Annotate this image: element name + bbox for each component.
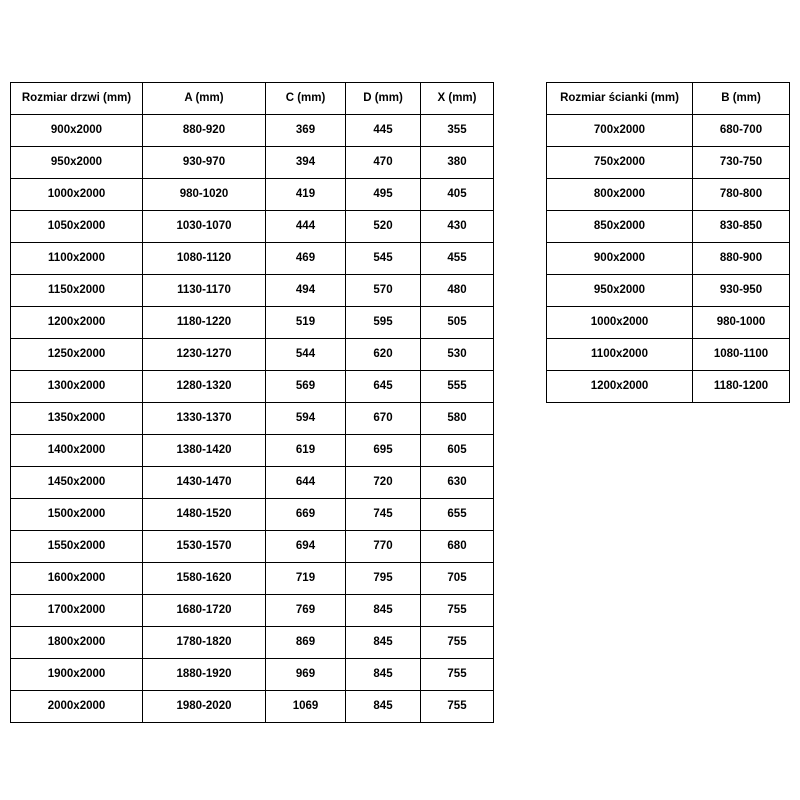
cell-b: 1080-1100 [693, 339, 790, 371]
cell-a: 1530-1570 [143, 531, 266, 563]
cell-d: 520 [346, 211, 421, 243]
cell-d: 845 [346, 659, 421, 691]
cell-x: 755 [421, 691, 494, 723]
cell-b: 980-1000 [693, 307, 790, 339]
table-row [11, 339, 494, 371]
cell-a: 1480-1520 [143, 499, 266, 531]
table-row [11, 243, 494, 275]
cell-door-size: 950x2000 [11, 147, 143, 179]
cell-c: 1069 [266, 691, 346, 723]
cell-c: 544 [266, 339, 346, 371]
table-row [11, 691, 494, 723]
cell-c: 369 [266, 115, 346, 147]
cell-c: 419 [266, 179, 346, 211]
table-row [11, 563, 494, 595]
cell-x: 480 [421, 275, 494, 307]
cell-c: 969 [266, 659, 346, 691]
cell-d: 770 [346, 531, 421, 563]
cell-a: 1980-2020 [143, 691, 266, 723]
column-header-a: A (mm) [143, 83, 266, 115]
cell-x: 580 [421, 403, 494, 435]
cell-c: 644 [266, 467, 346, 499]
cell-x: 505 [421, 307, 494, 339]
cell-c: 394 [266, 147, 346, 179]
table-row [547, 339, 790, 371]
table-row [11, 275, 494, 307]
cell-door-size: 1050x2000 [11, 211, 143, 243]
cell-c: 694 [266, 531, 346, 563]
table-row [11, 595, 494, 627]
cell-door-size: 1700x2000 [11, 595, 143, 627]
cell-door-size: 1350x2000 [11, 403, 143, 435]
table-row [547, 147, 790, 179]
cell-x: 405 [421, 179, 494, 211]
cell-x: 680 [421, 531, 494, 563]
cell-x: 605 [421, 435, 494, 467]
cell-a: 1330-1370 [143, 403, 266, 435]
table-row [11, 371, 494, 403]
cell-door-size: 1200x2000 [11, 307, 143, 339]
cell-a: 1080-1120 [143, 243, 266, 275]
cell-d: 645 [346, 371, 421, 403]
cell-wall-size: 1000x2000 [547, 307, 693, 339]
table-row [11, 531, 494, 563]
cell-d: 695 [346, 435, 421, 467]
cell-a: 1430-1470 [143, 467, 266, 499]
cell-x: 455 [421, 243, 494, 275]
table-row [11, 211, 494, 243]
cell-a: 1880-1920 [143, 659, 266, 691]
cell-wall-size: 750x2000 [547, 147, 693, 179]
cell-door-size: 1500x2000 [11, 499, 143, 531]
cell-d: 495 [346, 179, 421, 211]
cell-c: 619 [266, 435, 346, 467]
table-row [547, 243, 790, 275]
cell-d: 720 [346, 467, 421, 499]
table-row [547, 275, 790, 307]
cell-c: 719 [266, 563, 346, 595]
cell-d: 545 [346, 243, 421, 275]
table-row [547, 371, 790, 403]
cell-a: 1380-1420 [143, 435, 266, 467]
cell-c: 519 [266, 307, 346, 339]
cell-b: 1180-1200 [693, 371, 790, 403]
table-row [11, 147, 494, 179]
cell-b: 880-900 [693, 243, 790, 275]
cell-d: 845 [346, 691, 421, 723]
table-row [11, 115, 494, 147]
cell-x: 655 [421, 499, 494, 531]
cell-c: 869 [266, 627, 346, 659]
cell-wall-size: 900x2000 [547, 243, 693, 275]
cell-d: 620 [346, 339, 421, 371]
cell-door-size: 1900x2000 [11, 659, 143, 691]
cell-wall-size: 950x2000 [547, 275, 693, 307]
cell-a: 1580-1620 [143, 563, 266, 595]
cell-x: 755 [421, 659, 494, 691]
cell-a: 1780-1820 [143, 627, 266, 659]
table-header-row [547, 83, 790, 115]
cell-door-size: 1100x2000 [11, 243, 143, 275]
cell-c: 669 [266, 499, 346, 531]
cell-door-size: 1300x2000 [11, 371, 143, 403]
cell-door-size: 1450x2000 [11, 467, 143, 499]
table-row [11, 499, 494, 531]
cell-door-size: 1800x2000 [11, 627, 143, 659]
cell-wall-size: 1100x2000 [547, 339, 693, 371]
cell-d: 470 [346, 147, 421, 179]
cell-d: 745 [346, 499, 421, 531]
cell-door-size: 1000x2000 [11, 179, 143, 211]
cell-b: 780-800 [693, 179, 790, 211]
cell-c: 769 [266, 595, 346, 627]
doors-table-body [11, 115, 494, 723]
cell-a: 1280-1320 [143, 371, 266, 403]
cell-c: 494 [266, 275, 346, 307]
cell-x: 705 [421, 563, 494, 595]
table-row [11, 435, 494, 467]
cell-c: 469 [266, 243, 346, 275]
cell-d: 595 [346, 307, 421, 339]
cell-door-size: 1600x2000 [11, 563, 143, 595]
cell-d: 570 [346, 275, 421, 307]
column-header-b: B (mm) [693, 83, 790, 115]
cell-door-size: 1250x2000 [11, 339, 143, 371]
cell-wall-size: 1200x2000 [547, 371, 693, 403]
table-row [11, 307, 494, 339]
table-row [11, 403, 494, 435]
cell-a: 1130-1170 [143, 275, 266, 307]
cell-x: 755 [421, 627, 494, 659]
cell-door-size: 1150x2000 [11, 275, 143, 307]
cell-d: 795 [346, 563, 421, 595]
cell-b: 930-950 [693, 275, 790, 307]
cell-x: 555 [421, 371, 494, 403]
cell-x: 755 [421, 595, 494, 627]
cell-door-size: 2000x2000 [11, 691, 143, 723]
cell-a: 1180-1220 [143, 307, 266, 339]
table-row [547, 211, 790, 243]
cell-a: 880-920 [143, 115, 266, 147]
cell-wall-size: 700x2000 [547, 115, 693, 147]
table-row [11, 659, 494, 691]
cell-a: 1030-1070 [143, 211, 266, 243]
walls-table-header [547, 83, 790, 115]
cell-b: 730-750 [693, 147, 790, 179]
cell-a: 1230-1270 [143, 339, 266, 371]
cell-door-size: 1550x2000 [11, 531, 143, 563]
doors-size-table [10, 82, 494, 723]
cell-x: 630 [421, 467, 494, 499]
column-header-door-size: Rozmiar drzwi (mm) [11, 83, 143, 115]
cell-x: 380 [421, 147, 494, 179]
cell-x: 430 [421, 211, 494, 243]
cell-wall-size: 800x2000 [547, 179, 693, 211]
cell-d: 445 [346, 115, 421, 147]
table-row [547, 115, 790, 147]
table-header-row [11, 83, 494, 115]
cell-c: 594 [266, 403, 346, 435]
cell-d: 845 [346, 595, 421, 627]
table-row [11, 467, 494, 499]
cell-wall-size: 850x2000 [547, 211, 693, 243]
table-row [11, 179, 494, 211]
column-header-x: X (mm) [421, 83, 494, 115]
walls-table-body [547, 115, 790, 403]
cell-x: 530 [421, 339, 494, 371]
cell-door-size: 900x2000 [11, 115, 143, 147]
cell-door-size: 1400x2000 [11, 435, 143, 467]
table-row [547, 307, 790, 339]
table-row [11, 627, 494, 659]
cell-a: 930-970 [143, 147, 266, 179]
column-header-wall-size: Rozmiar ścianki (mm) [547, 83, 693, 115]
cell-x: 355 [421, 115, 494, 147]
cell-a: 1680-1720 [143, 595, 266, 627]
walls-size-table [546, 82, 790, 403]
table-row [547, 179, 790, 211]
doors-table-header [11, 83, 494, 115]
cell-d: 845 [346, 627, 421, 659]
cell-b: 830-850 [693, 211, 790, 243]
column-header-c: C (mm) [266, 83, 346, 115]
cell-d: 670 [346, 403, 421, 435]
cell-c: 444 [266, 211, 346, 243]
tables-container [10, 82, 790, 723]
cell-b: 680-700 [693, 115, 790, 147]
cell-a: 980-1020 [143, 179, 266, 211]
cell-c: 569 [266, 371, 346, 403]
column-header-d: D (mm) [346, 83, 421, 115]
